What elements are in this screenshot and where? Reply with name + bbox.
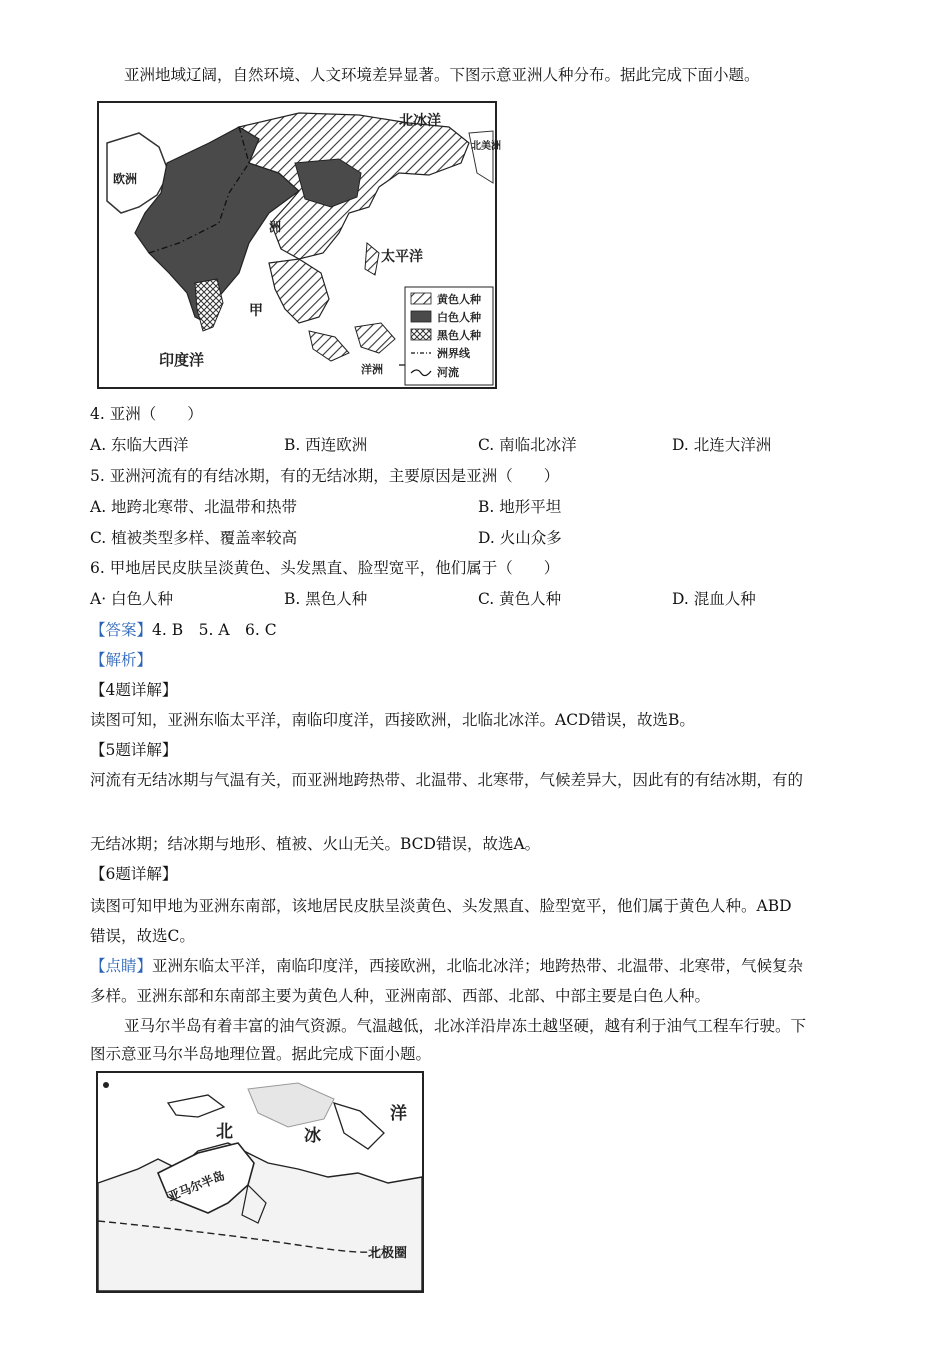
island-shape-1	[168, 1095, 224, 1117]
tip-text-1: 亚洲东临太平洋，南临印度洋，西接欧洲，北临北冰洋；地跨热带、北温带、北寒带，气候复杂	[152, 957, 804, 975]
legend-label-white: 白色人种	[437, 311, 481, 324]
question-5-option-a[interactable]: A. 地跨北寒带、北温带和热带	[90, 498, 298, 516]
question-4-option-d[interactable]: D. 北连大洋洲	[672, 436, 772, 454]
question-4-option-c[interactable]: C. 南临北冰洋	[478, 436, 577, 454]
question-6-stem: 6. 甲地居民皮肤呈淡黄色、头发黑直、脸型宽平，他们属于（ ）	[90, 559, 560, 577]
yamal-map-svg	[98, 1073, 422, 1291]
detail-6-text-2: 错误，故选C。	[90, 927, 195, 945]
label-indian-ocean: 印度洋	[159, 351, 205, 369]
answer-line	[90, 619, 277, 641]
label-north-america: 北美洲	[471, 141, 501, 152]
label-jia: 甲	[249, 303, 263, 319]
question-5-option-b[interactable]: B. 地形平坦	[478, 498, 562, 516]
island-region-3	[365, 243, 379, 275]
island-region-1	[309, 331, 349, 361]
detail-5-text-1: 河流有无结冰期与气温有关，而亚洲地跨热带、北温带、北寒带，气候差异大，因此有的有结冰期，有的	[90, 771, 804, 789]
question-5-option-d[interactable]: D. 火山众多	[478, 529, 562, 547]
tip-label: 【点睛】	[90, 957, 153, 975]
dark-fill-icon	[411, 311, 431, 322]
yamal-map	[96, 1071, 424, 1293]
intro-paragraph-2-line-2: 图示意亚马尔半岛地理位置。据此完成下面小题。	[90, 1045, 432, 1063]
intro-paragraph-2-line-1: 亚马尔半岛有着丰富的油气资源。气温越低，北冰洋沿岸冻土越坚硬，越有利于油气工程车行驶。下	[124, 1017, 807, 1035]
label-yamal-peninsula: 亚马尔半岛	[165, 1168, 227, 1204]
map-legend	[405, 287, 493, 385]
cross-hatch-pattern-icon	[411, 329, 431, 340]
black-race-region	[195, 279, 223, 331]
question-4-stem: 4. 亚洲（ ）	[90, 405, 203, 423]
detail-5-text-2: 无结冰期；结冰期与地形、植被、火山无关。BCD错误，故选A。	[90, 835, 541, 853]
tip-line-1	[90, 955, 803, 977]
label-arctic-ocean: 北冰洋	[399, 113, 441, 129]
question-5-stem: 5. 亚洲河流有的有结冰期，有的无结冰期，主要原因是亚洲（ ）	[90, 467, 560, 485]
asia-race-map-svg	[99, 103, 501, 387]
legend-label-black: 黑色人种	[437, 329, 481, 342]
label-oceania: 洋洲	[361, 363, 383, 376]
yellow-race-region-southeast	[269, 259, 329, 323]
legend-label-yellow: 黄色人种	[437, 293, 481, 306]
question-6-option-b[interactable]: B. 黑色人种	[284, 590, 368, 608]
label-north: 北	[216, 1122, 233, 1142]
answer-label: 【答案】	[90, 621, 153, 639]
label-arctic-circle: 北极圈	[368, 1246, 408, 1261]
label-pacific-ocean: 太平洋	[381, 249, 423, 265]
detail-4-title: 【4题详解】	[90, 681, 178, 699]
detail-6-title: 【6题详解】	[90, 865, 178, 883]
label-ocean: 洋	[390, 1104, 407, 1124]
detail-4-text: 读图可知，亚洲东临太平洋，南临印度洋，西接欧洲，北临北冰洋。ACD错误，故选B。	[90, 711, 695, 729]
question-5-option-c[interactable]: C. 植被类型多样、覆盖率较高	[90, 529, 298, 547]
label-europe: 欧洲	[113, 172, 138, 186]
label-ice: 冰	[304, 1126, 321, 1146]
answer-text: 4. B 5. A 6. C	[152, 621, 277, 639]
small-island-dot	[103, 1082, 109, 1088]
tip-text-2: 多样。亚洲东部和东南部主要为黄色人种，亚洲南部、西部、北部、中部主要是白色人种。	[90, 987, 711, 1005]
question-6-option-a[interactable]: A· 白色人种	[90, 590, 174, 608]
question-6-option-c[interactable]: C. 黄色人种	[478, 590, 562, 608]
island-region-2	[355, 323, 395, 353]
question-6-option-d[interactable]: D. 混血人种	[672, 590, 756, 608]
asia-race-map	[97, 101, 501, 389]
question-4-option-b[interactable]: B. 西连欧洲	[284, 436, 368, 454]
detail-6-text-1: 读图可知甲地为亚洲东南部，该地居民皮肤呈淡黄色、头发黑直、脸型宽平，他们属于黄色人种。ABD	[90, 897, 792, 915]
island-shape-3	[334, 1103, 384, 1149]
hatch-pattern-icon	[411, 293, 431, 304]
legend-label-river: 河流	[437, 366, 459, 379]
north-america-outline	[469, 131, 493, 183]
label-asia-char: 洲	[269, 220, 282, 234]
analysis-label: 【解析】	[90, 651, 153, 669]
legend-label-boundary: 洲界线	[437, 347, 470, 360]
detail-5-title: 【5题详解】	[90, 741, 178, 759]
island-shape-2	[248, 1083, 334, 1127]
question-4-option-a[interactable]: A. 东临大西洋	[90, 436, 189, 454]
intro-paragraph-1: 亚洲地域辽阔，自然环境、人文环境差异显著。下图示意亚洲人种分布。据此完成下面小题。	[124, 66, 760, 84]
